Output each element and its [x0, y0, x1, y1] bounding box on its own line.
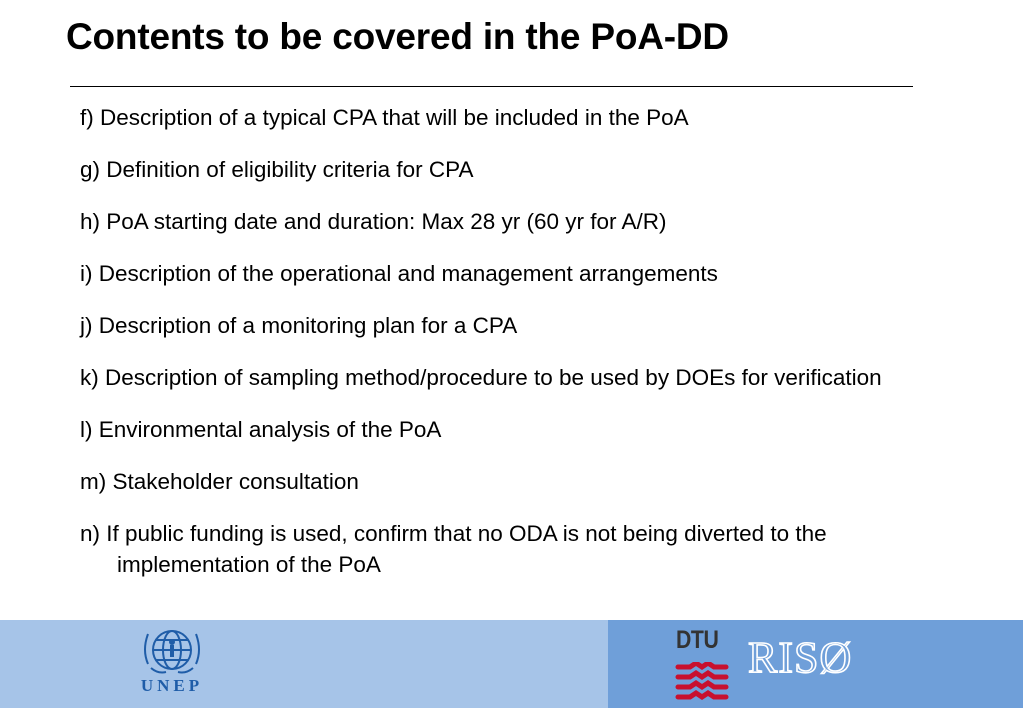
content-list: [80, 102, 980, 601]
list-item: i) Description of the operational and management arrangements: [80, 261, 718, 286]
dtu-logo-text: DTU: [676, 626, 719, 654]
list-item: h) PoA starting date and duration: Max 28 yr (60 yr for A/R): [80, 209, 667, 234]
list-item: n) If public funding is used, confirm that no ODA is not being diverted to the implementation of the PoA: [80, 521, 827, 577]
riso-logo-text: RISØ: [748, 633, 853, 682]
list-item: l) Environmental analysis of the PoA: [80, 417, 442, 442]
list-item: k) Description of sampling method/procedure to be used by DOEs for verification: [80, 365, 882, 390]
dtu-logo-icon: [674, 662, 730, 702]
dtu-logo: [672, 626, 732, 704]
title-divider: [70, 86, 913, 87]
unep-logo-text: UNEP: [140, 676, 204, 695]
page-title: Contents to be covered in the PoA-DD: [66, 16, 729, 57]
footer-band: [0, 620, 1023, 708]
list-item: m) Stakeholder consultation: [80, 469, 359, 494]
list-item: f) Description of a typical CPA that will be included in the PoA: [80, 105, 689, 130]
unep-logo-icon: [138, 624, 206, 680]
list-item: g) Definition of eligibility criteria for CPA: [80, 157, 474, 182]
footer-left-panel: [0, 620, 608, 708]
unep-logo: [132, 620, 212, 708]
list-item: j) Description of a monitoring plan for a CPA: [80, 313, 518, 338]
